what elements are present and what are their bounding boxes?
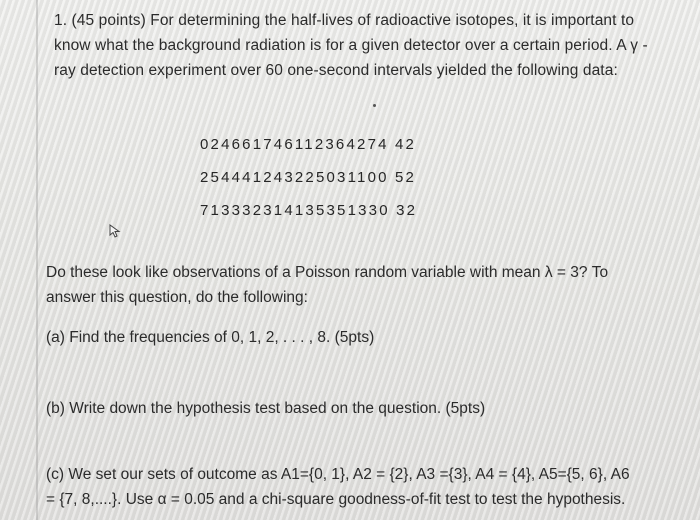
data-block [200,128,417,227]
problem-line-1: 1. (45 points) For determining the half-lives of radioactive isotopes, it is important to [54,12,635,29]
data-row: 713332314135351330 32 [200,202,418,219]
problem-line-2: know what the background radiation is for a given detector over a certain period. A γ - [54,37,648,54]
question-text [46,260,676,310]
part-c [46,462,686,512]
part-c-line-1: (c) We set our sets of outcome as A1={0, 1}, A2 = {2}, A3 ={3}, A4 = {4}, A5={5, 6}, A6 [46,466,630,483]
part-b: (b) Write down the hypothesis test based on the question. (5pts) [46,400,486,417]
mouse-pointer-icon [108,224,122,238]
data-row: 024661746112364274 42 [200,136,417,153]
part-c-line-2: = {7, 8,....}. Use α = 0.05 and a chi-square goodness-of-fit test to test the hypothesis. [46,491,626,508]
question-line-1: Do these look like observations of a Poisson random variable with mean λ = 3? To [46,264,609,281]
question-line-2: answer this question, do the following: [46,289,308,306]
page-margin-line [36,0,38,520]
problem-line-3: ray detection experiment over 60 one-second intervals yielded the following data: [54,62,618,79]
data-row: 254441243225031100 52 [200,169,417,186]
problem-statement [54,8,674,83]
part-a: (a) Find the frequencies of 0, 1, 2, . . . , 8. (5pts) [46,329,375,346]
stray-dot [373,104,376,107]
